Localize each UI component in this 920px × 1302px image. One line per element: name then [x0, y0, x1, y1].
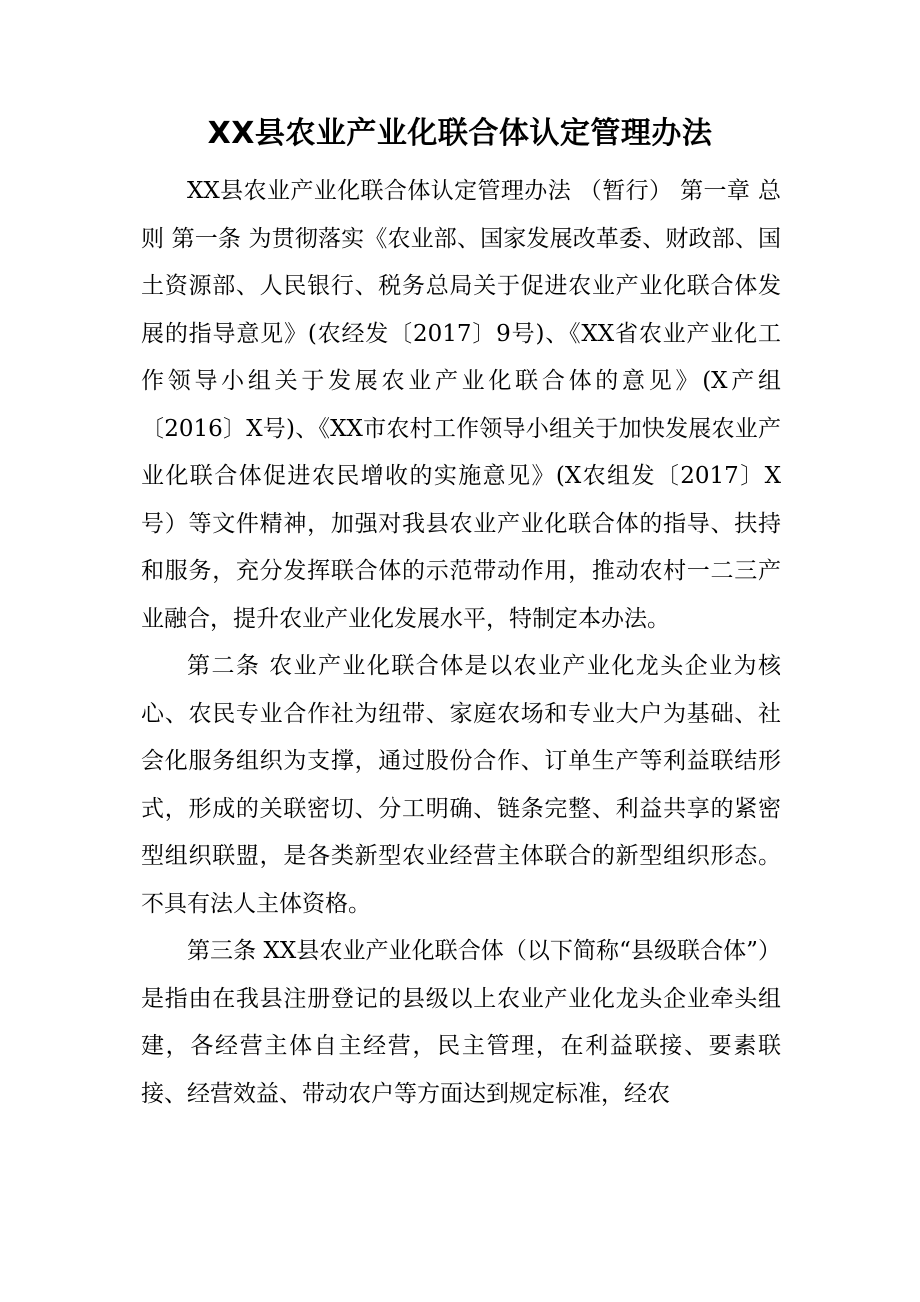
paragraph-3: 第三条 XX县农业产业化联合体（以下简称“县级联合体”）是指由在我县注册登记的县级以上农业产业化龙头企业牵头组建，各经营主体自主经营，民主管理，在利益联接、要素联接、经营效益、带动农户等方面达到规定标准，经农: [141, 938, 781, 1107]
document-body: [141, 168, 781, 1118]
document-title: XX县农业产业化联合体认定管理办法: [207, 116, 713, 151]
paragraph-2: 第二条 农业产业化联合体是以农业产业化龙头企业为核心、农民专业合作社为纽带、家庭农场和专业大户为基础、社会化服务组织为支撑，通过股份合作、订单生产等利益联结形式，形成的关联密切、分工明确、链条完整、利益共享的紧密型组织联盟，是各类新型农业经营主体联合的新型组织形态。不具有法人主体资格。: [141, 653, 781, 917]
paragraph-1: XX县农业产业化联合体认定管理办法 （暂行） 第一章 总 则 第一条 为贯彻落实《农业部、国家发展改革委、财政部、国土资源部、人民银行、税务总局关于促进农业产业化联合体发展的指导意见》(农经发〔2017〕9号)、《XX省农业产业化工作领导小组关于发展农业产业化联合体的意见》(X产组〔2016〕X号)、《XX市农村工作领导小组关于加快发展农业产业化联合体促进农民增收的实施意见》(X农组发〔2017〕X号）等文件精神，加强对我县农业产业化联合体的指导、扶持和服务，充分发挥联合体的示范带动作用，推动农村一二三产业融合，提升农业产业化发展水平，特制定本办法。: [141, 178, 781, 632]
